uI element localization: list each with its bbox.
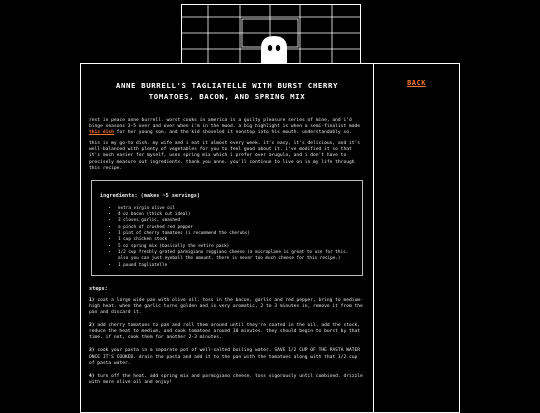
ingredients-box [91, 180, 363, 276]
ingredient-item: • 5 oz spring mix (basically the entire pack) [118, 244, 354, 250]
ingredients-list [100, 206, 354, 269]
step-text: turn off the heat. add spring mix and parmigiano cheese. toss vigorously until combined. drizzle with more olive oil and enjoy! [89, 373, 363, 385]
step-item [89, 374, 365, 386]
recipe-title: ANNE BURRELL'S TAGLIATELLE WITH BURST CHERRY TOMATOES, BACON, AND SPRING MIX [115, 81, 339, 101]
intro-text-start: rest in peace anne burrell. worst cooks in america is a guilty pleasure series of mine, and i'd binge seasons 3-5 over and over when i'm in the mood. a big highlight is when a semi-finalist made [89, 118, 361, 130]
step-item [89, 298, 365, 316]
intro-paragraph-1 [89, 118, 365, 136]
ingredient-item: • 1 cup chicken stock [118, 237, 354, 243]
ingredient-item: • a pinch of crushed red pepper [118, 225, 354, 231]
ingredient-item: • extra virgin olive oil [118, 206, 354, 212]
step-number: 3) [89, 348, 95, 354]
intro-text-end: for her young son, and the kid shoveled it nonstop into his mouth. understandably so. [113, 130, 352, 136]
ghost-icon [257, 34, 291, 64]
ingredient-item: • 1 pound tagliatelle [118, 263, 354, 269]
step-number: 4) [89, 373, 95, 379]
ingredient-item: • 3 cloves garlic, smashed [118, 218, 354, 224]
step-item [89, 348, 365, 366]
ingredients-title: ingredients: (makes ~5 servings) [100, 192, 200, 199]
recipe-panel [80, 63, 374, 413]
steps-title: steps: [89, 285, 108, 292]
intro-paragraph-2: this is my go-to dish. my wife and i eat it almost every week. it's easy, it's delicious, and it's well-balanced with plenty of vegetables for you to feel good about it. i've modified it so that it's much easier for myself, uses spring mix which i prefer over arugula, and i don't have to precisely measure out ingredients. thank you anne. you'll continue to live on in my life through this recipe. [89, 141, 361, 171]
step-item [89, 323, 365, 341]
this-dish-link[interactable]: this dish [89, 130, 114, 136]
step-text: cook your pasta in a separate pot of well-salted boiling water. SAVE 1/2 CUP OF THE PASTA WATER ONCE IT'S COOKED. drain the pasta and add it to the pan with the tomatoes along with that 1/2 cup of pasta water. [89, 348, 361, 366]
back-link[interactable]: BACK [407, 79, 426, 87]
ingredient-item: • 4 oz bacon (thick cut ideal) [118, 212, 354, 218]
step-text: coat a large wide pan with olive oil. toss in the bacon, garlic and red pepper, bring to medium-high heat. when the garlic turns golden and is very aromatic, 2 to 3 minutes in, remove it from the pan and discard it. [89, 297, 363, 316]
ingredient-item: • 1 pint of cherry tomatoes (i recommend the cherubs) [118, 231, 354, 237]
ingredient-item: • 1/2 cup freshly grated parmigiano reggiano cheese (a microplane is great to use for this. also you can just eyeball the amount. there is never too much cheese for this recipe.) [118, 250, 354, 263]
step-number: 2) [89, 323, 95, 329]
side-panel [374, 63, 460, 413]
step-text: add cherry tomatoes to pan and roll them around until they're coated in the oil. add the stock, reduce the heat to medium, and cook tomatoes around 10 minutes. they should begin to burst by that time. if not, cook them for another 2-3 minutes. [89, 323, 361, 341]
step-number: 1) [89, 297, 95, 303]
recipe-content [81, 118, 373, 386]
